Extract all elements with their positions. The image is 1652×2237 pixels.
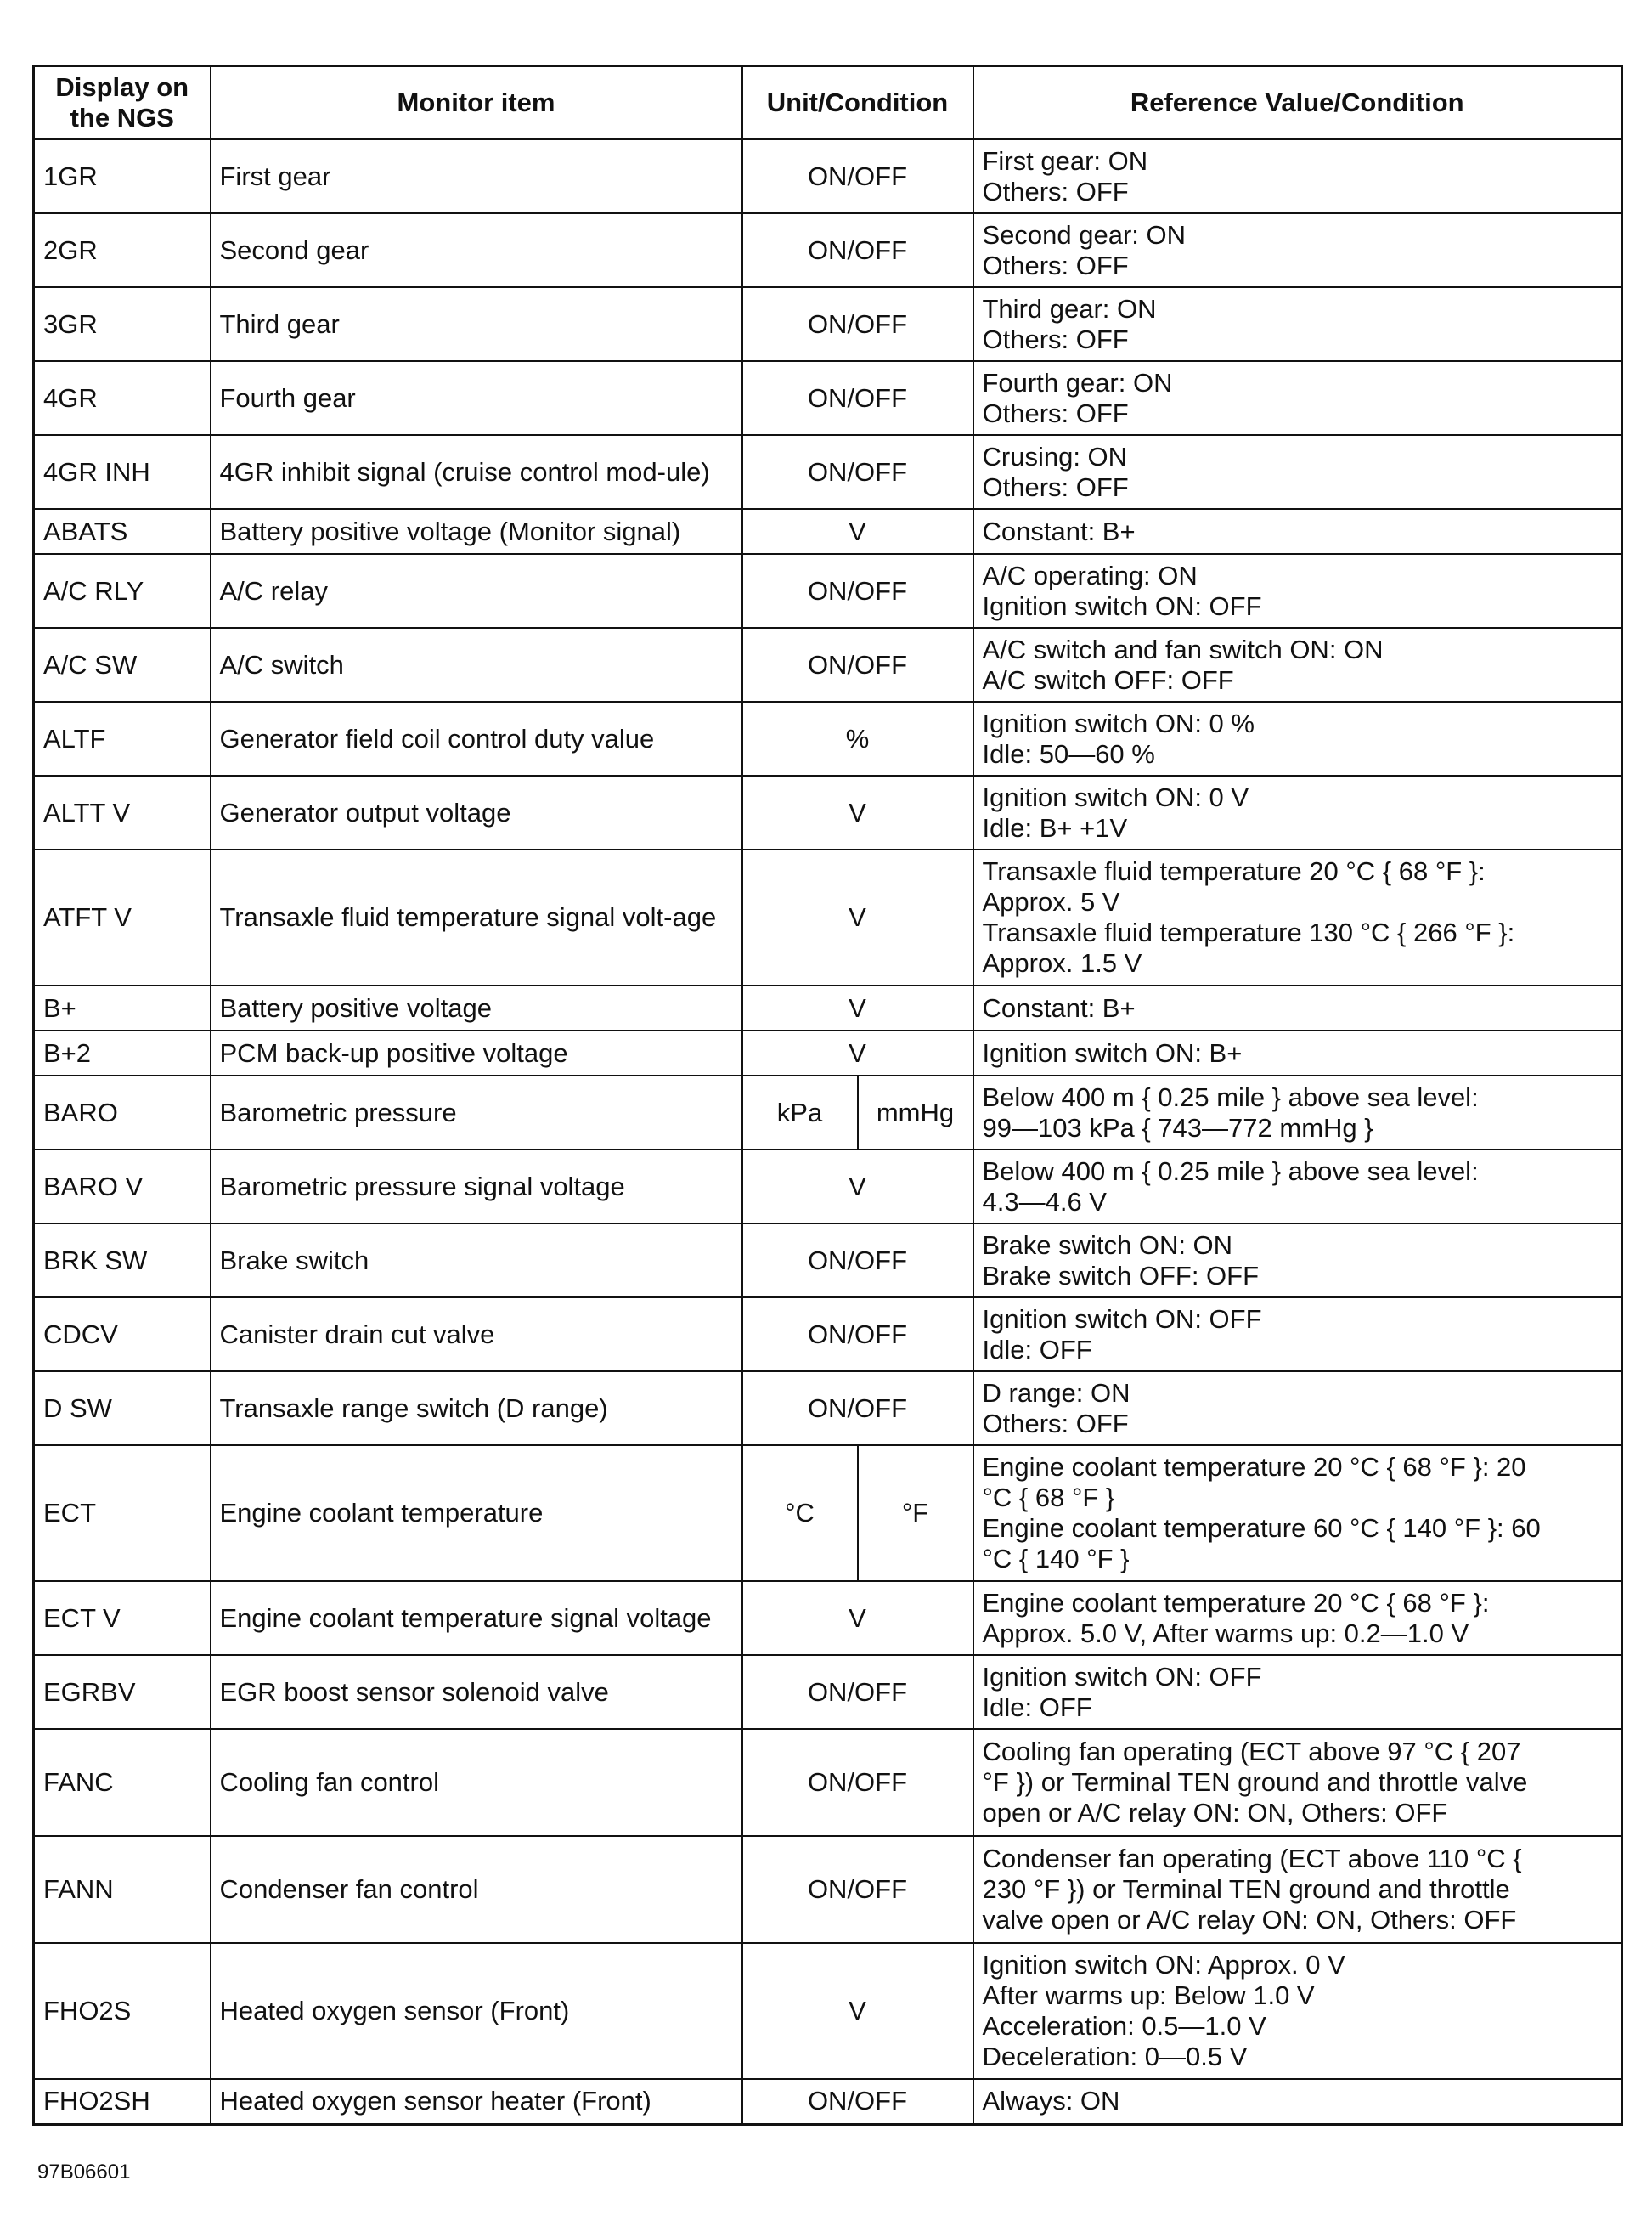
display-code: A/C SW [34, 628, 211, 702]
reference-line: After warms up: Below 1.0 V [982, 1980, 1315, 2010]
reference-line: Crusing: ON [982, 441, 1128, 472]
reference-line: Others: OFF [982, 324, 1129, 354]
display-code: D SW [34, 1371, 211, 1445]
reference-value [973, 1581, 1622, 1655]
reference-line: 4.3—4.6 V [982, 1186, 1107, 1217]
reference-line: Brake switch OFF: OFF [982, 1260, 1260, 1291]
reference-value [973, 287, 1622, 361]
unit-condition: ON/OFF [742, 361, 973, 435]
unit-condition: V [742, 1150, 973, 1223]
unit-condition: V [742, 986, 973, 1031]
unit-condition: ON/OFF [742, 1297, 973, 1371]
reference-line: Ignition switch ON: 0 % [982, 708, 1255, 738]
unit-condition: ON/OFF [742, 435, 973, 509]
display-code: A/C RLY [34, 554, 211, 628]
unit-condition: ON/OFF [742, 1836, 973, 1943]
reference-line: Ignition switch ON: OFF [982, 590, 1262, 621]
unit-condition: ON/OFF [742, 287, 973, 361]
reference-value [973, 776, 1622, 850]
monitor-item: Battery positive voltage [211, 986, 742, 1031]
display-code: BARO V [34, 1150, 211, 1223]
reference-line: Condenser fan operating (ECT above 110 °C { [982, 1844, 1522, 1873]
reference-line: Deceleration: 0—0.5 V [982, 2042, 1248, 2071]
reference-value [973, 702, 1622, 776]
table-row [34, 850, 1622, 986]
monitor-item: Second gear [211, 213, 742, 287]
reference-line: Ignition switch ON: B+ [982, 1037, 1243, 1068]
reference-line: Fourth gear: ON [982, 367, 1173, 398]
table-row [34, 1581, 1622, 1655]
reference-line: D range: ON [982, 1377, 1130, 1408]
table-row [34, 287, 1622, 361]
display-code: FHO2S [34, 1943, 211, 2079]
reference-line: Engine coolant temperature 20 °C { 68 °F }: 20 [982, 1452, 1526, 1482]
reference-line: Acceleration: 0.5—1.0 V [982, 2011, 1266, 2041]
display-code: ALTF [34, 702, 211, 776]
monitor-item: Engine coolant temperature signal voltage [211, 1581, 742, 1655]
reference-value [973, 554, 1622, 628]
table-row [34, 628, 1622, 702]
display-code: 3GR [34, 287, 211, 361]
display-code: B+2 [34, 1031, 211, 1076]
reference-line: Idle: OFF [982, 1334, 1092, 1364]
reference-line: Approx. 5.0 V, After warms up: 0.2—1.0 V [982, 1618, 1469, 1648]
table-row [34, 1943, 1622, 2079]
table-row [34, 361, 1622, 435]
reference-line: °C { 140 °F } [982, 1544, 1130, 1573]
monitor-item: PCM back-up positive voltage [211, 1031, 742, 1076]
unit-condition: ON/OFF [742, 213, 973, 287]
reference-line: Constant: B+ [982, 992, 1136, 1023]
reference-line: Ignition switch ON: 0 V [982, 782, 1249, 812]
display-code: 4GR INH [34, 435, 211, 509]
monitor-item: Barometric pressure [211, 1076, 742, 1150]
reference-line: open or A/C relay ON: ON, Others: OFF [982, 1798, 1448, 1827]
table-row [34, 1031, 1622, 1076]
display-code: BARO [34, 1076, 211, 1150]
table-row [34, 1655, 1622, 1729]
reference-line: Ignition switch ON: OFF [982, 1303, 1262, 1334]
monitor-item: Engine coolant temperature [211, 1445, 742, 1581]
display-code: 1GR [34, 139, 211, 213]
display-code: 4GR [34, 361, 211, 435]
reference-value [973, 1943, 1622, 2079]
reference-line: valve open or A/C relay ON: ON, Others: OFF [982, 1905, 1517, 1935]
reference-line: Second gear: ON [982, 219, 1187, 250]
unit-secondary: °F [858, 1445, 973, 1581]
display-code: B+ [34, 986, 211, 1031]
table-row [34, 1076, 1622, 1150]
display-code: 2GR [34, 213, 211, 287]
reference-line: Always: ON [982, 2086, 1120, 2116]
reference-line: Others: OFF [982, 250, 1129, 280]
table-row [34, 1297, 1622, 1371]
monitor-item: Fourth gear [211, 361, 742, 435]
reference-value [973, 435, 1622, 509]
reference-line: 99—103 kPa { 743—772 mmHg } [982, 1112, 1373, 1143]
table-body [34, 139, 1622, 2124]
reference-line: Others: OFF [982, 398, 1129, 428]
reference-line: 230 °F }) or Terminal TEN ground and throttle [982, 1874, 1510, 1904]
table-row [34, 776, 1622, 850]
monitor-item: 4GR inhibit signal (cruise control mod-ule) [211, 435, 742, 509]
monitor-item: Heated oxygen sensor (Front) [211, 1943, 742, 2079]
monitor-item: EGR boost sensor solenoid valve [211, 1655, 742, 1729]
reference-line: First gear: ON [982, 145, 1148, 176]
table-row [34, 509, 1622, 554]
unit-condition: % [742, 702, 973, 776]
display-code: FANN [34, 1836, 211, 1943]
monitor-item: Cooling fan control [211, 1729, 742, 1836]
table-row [34, 702, 1622, 776]
reference-line: Others: OFF [982, 472, 1129, 502]
reference-value [973, 1836, 1622, 1943]
reference-value [973, 1297, 1622, 1371]
reference-line: Third gear: ON [982, 293, 1157, 324]
figure-code: 97B06601 [37, 2161, 131, 2183]
unit-secondary: mmHg [858, 1076, 973, 1150]
reference-line: Others: OFF [982, 1408, 1129, 1438]
display-code: BRK SW [34, 1223, 211, 1297]
monitor-item: Canister drain cut valve [211, 1297, 742, 1371]
unit-condition: V [742, 850, 973, 986]
unit-condition: V [742, 1581, 973, 1655]
reference-line: Idle: B+ +1V [982, 812, 1128, 843]
reference-line: Brake switch ON: ON [982, 1229, 1233, 1260]
reference-value [973, 509, 1622, 554]
monitor-item: Generator output voltage [211, 776, 742, 850]
reference-line: Idle: 50—60 % [982, 738, 1155, 769]
monitor-item: Barometric pressure signal voltage [211, 1150, 742, 1223]
monitor-item-table [32, 65, 1623, 2126]
unit-condition: V [742, 776, 973, 850]
table-header-row [34, 66, 1622, 140]
monitor-item: Brake switch [211, 1223, 742, 1297]
monitor-item: Condenser fan control [211, 1836, 742, 1943]
reference-line: Approx. 1.5 V [982, 948, 1142, 978]
table-row [34, 986, 1622, 1031]
unit-condition: ON/OFF [742, 1729, 973, 1836]
reference-line: °C { 68 °F } [982, 1483, 1115, 1512]
reference-value [973, 1223, 1622, 1297]
unit-condition: V [742, 1943, 973, 2079]
table-row [34, 213, 1622, 287]
reference-line: Below 400 m { 0.25 mile } above sea level: [982, 1082, 1479, 1112]
monitor-item: Third gear [211, 287, 742, 361]
reference-line: °F }) or Terminal TEN ground and throttle valve [982, 1767, 1528, 1797]
monitor-item: Transaxle range switch (D range) [211, 1371, 742, 1445]
unit-condition: ON/OFF [742, 1371, 973, 1445]
reference-line: Engine coolant temperature 60 °C { 140 °F }: 60 [982, 1513, 1541, 1543]
reference-value [973, 2079, 1622, 2124]
reference-line: Engine coolant temperature 20 °C { 68 °F }: [982, 1587, 1490, 1618]
reference-value [973, 628, 1622, 702]
reference-value [973, 1655, 1622, 1729]
display-code: ECT [34, 1445, 211, 1581]
reference-line: A/C operating: ON [982, 560, 1198, 590]
table-row [34, 2079, 1622, 2124]
reference-line: Others: OFF [982, 176, 1129, 206]
display-code: ALTT V [34, 776, 211, 850]
table-row [34, 1729, 1622, 1836]
display-code: CDCV [34, 1297, 211, 1371]
reference-line: Transaxle fluid temperature 20 °C { 68 °F }: [982, 856, 1486, 886]
display-code: FHO2SH [34, 2079, 211, 2124]
reference-value [973, 1031, 1622, 1076]
table-row [34, 139, 1622, 213]
display-code: ABATS [34, 509, 211, 554]
unit-condition: ON/OFF [742, 139, 973, 213]
header-monitor-item: Monitor item [211, 66, 742, 140]
table-row [34, 435, 1622, 509]
unit-condition: V [742, 509, 973, 554]
monitor-item: A/C switch [211, 628, 742, 702]
unit-condition: ON/OFF [742, 554, 973, 628]
reference-value [973, 1371, 1622, 1445]
reference-line: Transaxle fluid temperature 130 °C { 266 °F }: [982, 918, 1515, 947]
monitor-item: Heated oxygen sensor heater (Front) [211, 2079, 742, 2124]
reference-value [973, 1445, 1622, 1581]
reference-line: Cooling fan operating (ECT above 97 °C { 207 [982, 1737, 1521, 1766]
display-code: FANC [34, 1729, 211, 1836]
reference-value [973, 361, 1622, 435]
monitor-item: A/C relay [211, 554, 742, 628]
unit-primary: kPa [742, 1076, 858, 1150]
table-row [34, 554, 1622, 628]
reference-value [973, 986, 1622, 1031]
display-code: ECT V [34, 1581, 211, 1655]
header-reference-value: Reference Value/Condition [973, 66, 1622, 140]
header-unit-condition: Unit/Condition [742, 66, 973, 140]
monitor-item: Transaxle fluid temperature signal volt-age [211, 850, 742, 986]
reference-line: A/C switch OFF: OFF [982, 664, 1234, 695]
reference-line: Ignition switch ON: Approx. 0 V [982, 1950, 1345, 1980]
monitor-item: First gear [211, 139, 742, 213]
reference-value [973, 139, 1622, 213]
unit-primary: °C [742, 1445, 858, 1581]
reference-line: Below 400 m { 0.25 mile } above sea level: [982, 1155, 1479, 1186]
unit-condition: ON/OFF [742, 1223, 973, 1297]
reference-line: Ignition switch ON: OFF [982, 1661, 1262, 1692]
table-row [34, 1836, 1622, 1943]
reference-line: Approx. 5 V [982, 887, 1120, 917]
unit-condition: ON/OFF [742, 1655, 973, 1729]
table-row [34, 1223, 1622, 1297]
table-row [34, 1445, 1622, 1581]
reference-line: A/C switch and fan switch ON: ON [982, 634, 1384, 664]
header-display: Display on the NGS [34, 66, 211, 140]
table-row [34, 1150, 1622, 1223]
monitor-item: Battery positive voltage (Monitor signal) [211, 509, 742, 554]
reference-line: Idle: OFF [982, 1692, 1092, 1722]
reference-value [973, 1729, 1622, 1836]
display-code: EGRBV [34, 1655, 211, 1729]
unit-condition: ON/OFF [742, 628, 973, 702]
display-code: ATFT V [34, 850, 211, 986]
reference-value [973, 1076, 1622, 1150]
table-row [34, 1371, 1622, 1445]
unit-condition: ON/OFF [742, 2079, 973, 2124]
reference-value [973, 1150, 1622, 1223]
unit-condition: V [742, 1031, 973, 1076]
reference-line: Constant: B+ [982, 516, 1136, 546]
reference-value [973, 213, 1622, 287]
monitor-item: Generator field coil control duty value [211, 702, 742, 776]
reference-value [973, 850, 1622, 986]
